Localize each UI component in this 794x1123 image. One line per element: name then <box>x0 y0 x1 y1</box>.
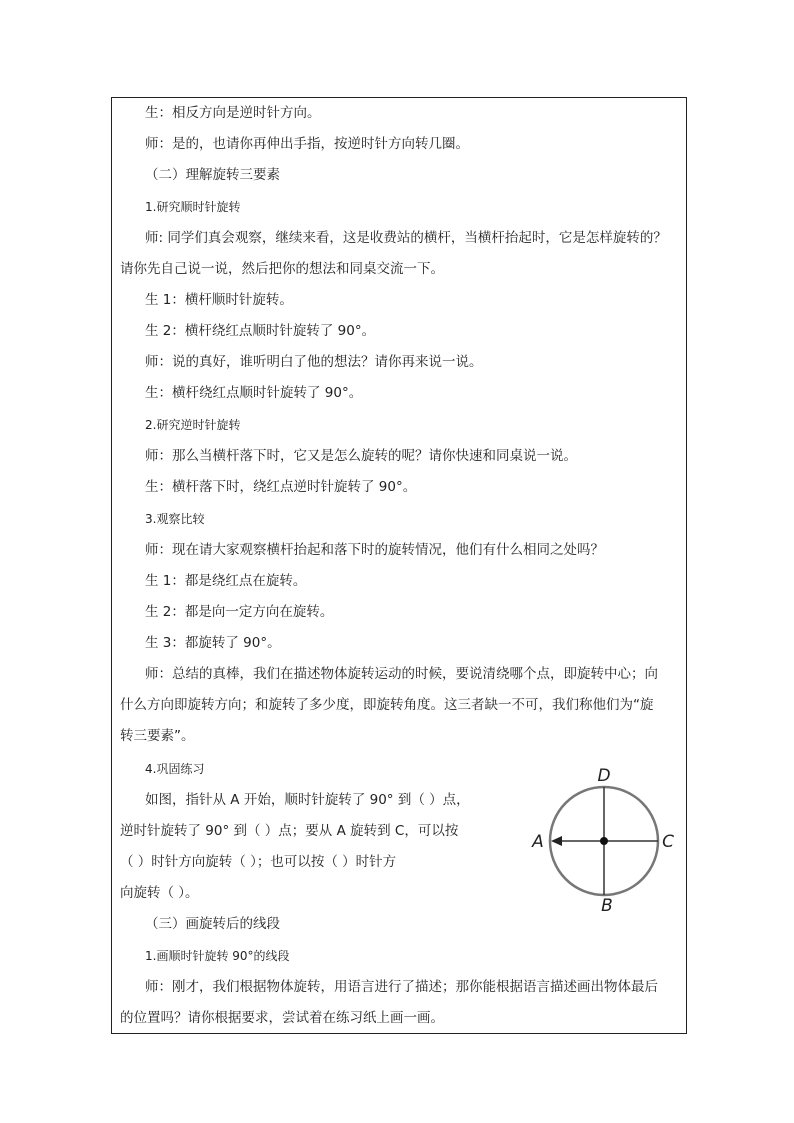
text-line: 生 2：都是向一定方向在旋转。 <box>145 604 334 620</box>
subsection-heading: 4.巩固练习 <box>145 762 205 776</box>
text-line: 生：横杆落下时，绕红点逆时针旋转了 90°。 <box>145 479 417 495</box>
text-line: 生：横杆绕红点顺时针旋转了 90°。 <box>145 385 363 401</box>
exercise-line: 逆时针旋转了 90° 到（ ）点；要从 A 旋转到 C，可以按 <box>120 823 459 839</box>
text-line: 师：那么当横杆落下时，它又是怎么旋转的呢？请你快速和同桌说一说。 <box>145 448 577 464</box>
subsection-heading: 1.画顺时针旋转 90°的线段 <box>145 949 290 963</box>
text-line: 请你先自己说一说，然后把你的想法和同桌交流一下。 <box>120 261 444 277</box>
text-line: 师：刚才，我们根据物体旋转，用语言进行了描述；那你能根据语言描述画出物体最后 <box>145 979 658 995</box>
text-line: 师: 同学们真会观察，继续来看，这是收费站的横杆，当横杆抬起时，它是怎样旋转的？ <box>145 230 667 246</box>
text-line: 转三要素”。 <box>120 728 195 744</box>
text-line: 生 2：横杆绕红点顺时针旋转了 90°。 <box>145 323 376 339</box>
text-line: 师：是的，也请你再伸出手指，按逆时针方向转几圈。 <box>145 136 469 152</box>
arrow-head-icon <box>551 836 562 846</box>
section-heading: （二）理解旋转三要素 <box>145 167 280 183</box>
text-line: 生 3：都旋转了 90°。 <box>145 635 281 651</box>
text-line: 什么方向即旋转方向；和旋转了多少度，即旋转角度。这三者缺一不可，我们称他们为“旋 <box>120 697 654 713</box>
subsection-heading: 1.研究顺时针旋转 <box>145 200 241 214</box>
text-line: 师：说的真好，谁听明白了他的想法？请你再来说一说。 <box>145 354 483 370</box>
label-c: C <box>662 832 674 852</box>
rotation-center-dot <box>600 837 608 845</box>
label-d: D <box>597 766 611 786</box>
text-line: 生：相反方向是逆时针方向。 <box>145 105 321 121</box>
text-line: 师：现在请大家观察横杆抬起和落下时的旋转情况，他们有什么相同之处吗？ <box>145 542 604 558</box>
label-b: B <box>601 896 613 913</box>
exercise-line: 向旋转（ ）。 <box>120 885 199 901</box>
exercise-line: 如图，指针从 A 开始，顺时针旋转了 90° 到（ ）点， <box>145 792 470 808</box>
text-line: 生 1：都是绕红点在旋转。 <box>145 573 307 589</box>
rotation-circle-diagram <box>524 763 684 913</box>
subsection-heading: 3.观察比较 <box>145 512 205 526</box>
text-line: 师：总结的真棒，我们在描述物体旋转运动的时候，要说清绕哪个点，即旋转中心；向 <box>145 666 658 682</box>
label-a: A <box>532 832 544 852</box>
text-line: 的位置吗？请你根据要求，尝试着在练习纸上画一画。 <box>120 1010 444 1026</box>
subsection-heading: 2.研究逆时针旋转 <box>145 418 241 432</box>
exercise-line: （ ）时针方向旋转（ ）；也可以按（ ）时针方 <box>120 854 397 870</box>
section-heading: （三）画旋转后的线段 <box>145 916 280 932</box>
text-line: 生 1：横杆顺时针旋转。 <box>145 292 293 308</box>
